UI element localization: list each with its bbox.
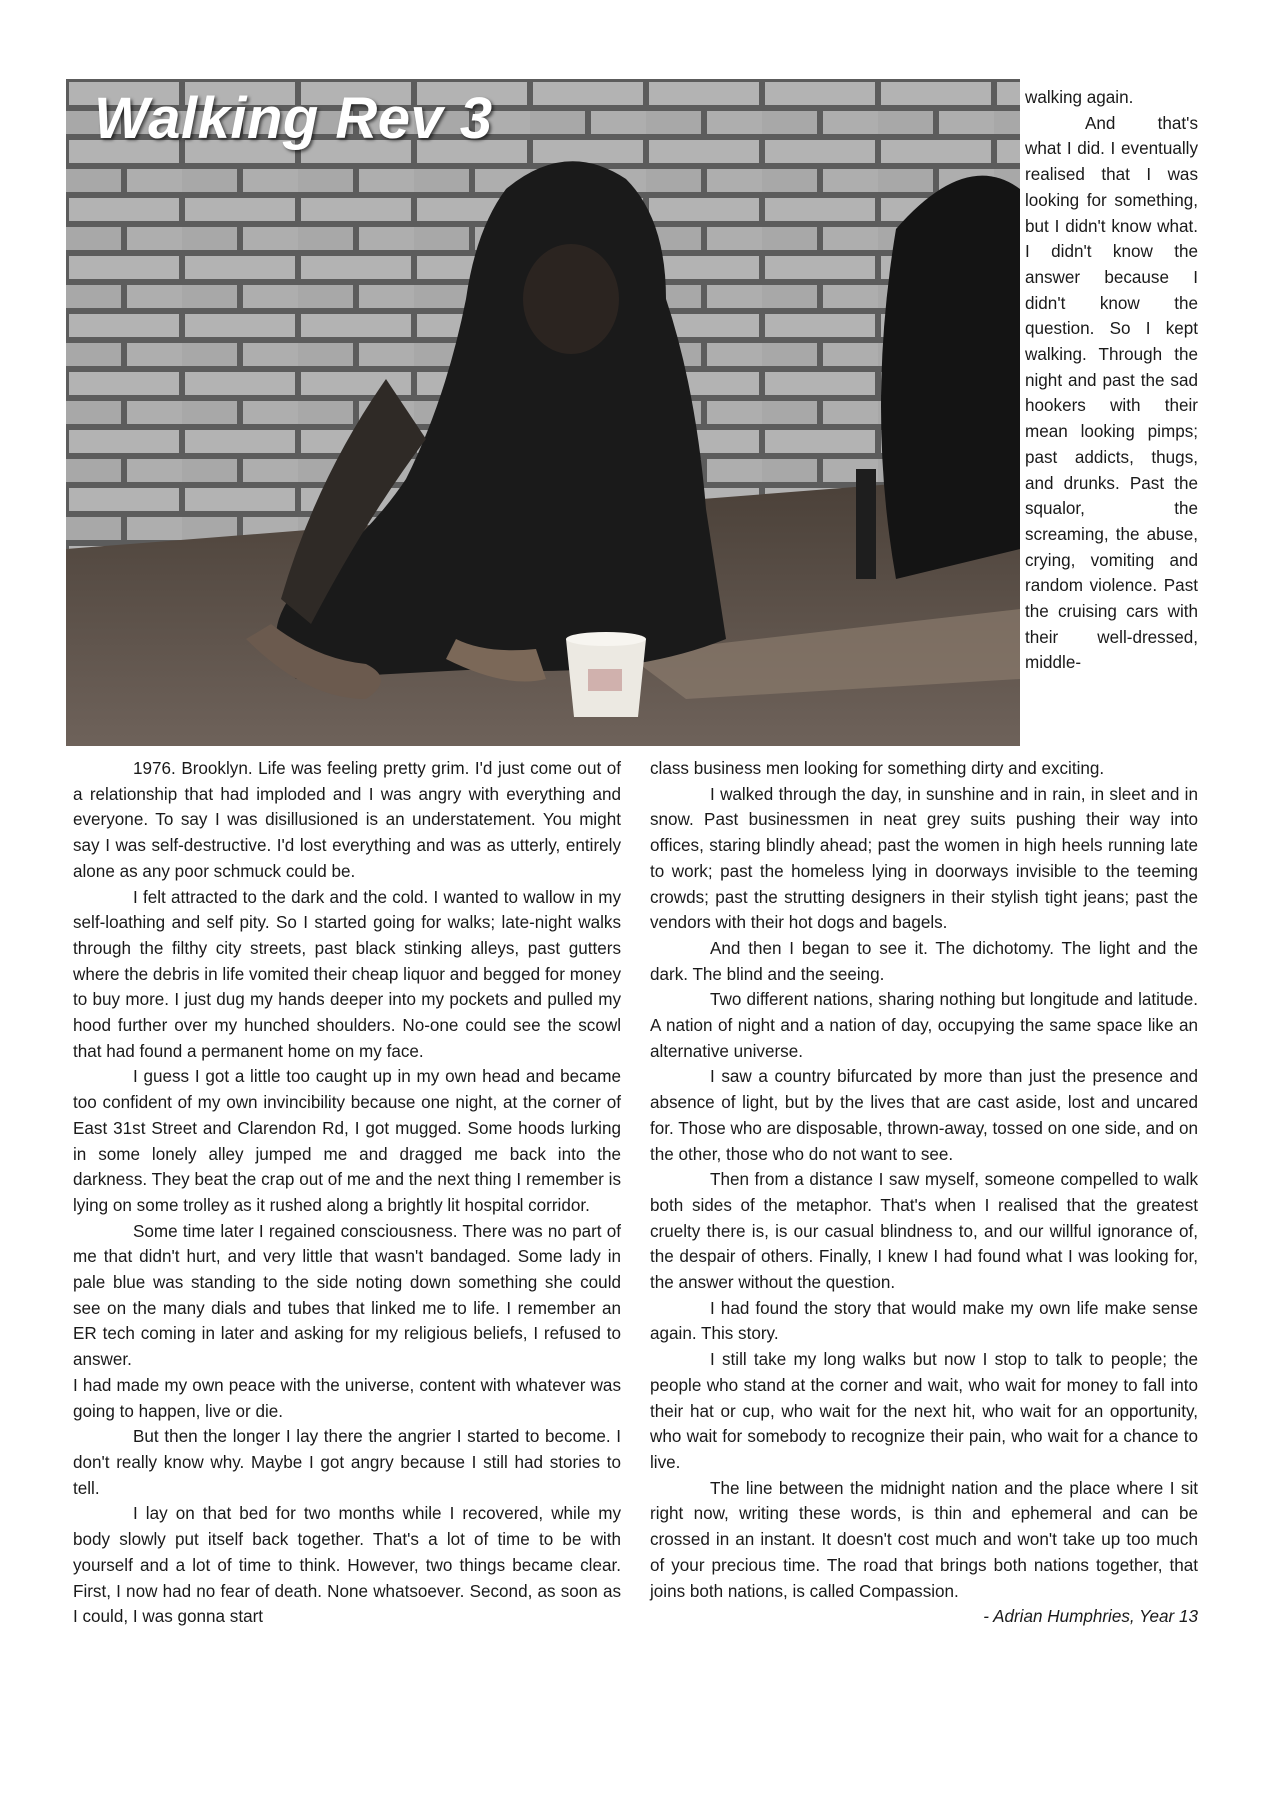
right-column: [650, 756, 1198, 1630]
paragraph: And then I began to see it. The dichotomy. The light and the dark. The blind and the seeing.: [650, 938, 1198, 984]
paragraph: I had made my own peace with the universe, content with whatever was going to happen, live or die.: [73, 1375, 621, 1421]
left-column: [73, 756, 621, 1630]
paragraph: The line between the midnight nation and the place where I sit right now, writing these words, is thin and ephemeral and can be crossed in an instant. It doesn't cost much and won't take up too much of your precious time. The road that brings both nations together, that joins both nations, is called Compassion.: [650, 1478, 1198, 1601]
paragraph: I walked through the day, in sunshine and in rain, in sleet and in snow. Past businessmen in neat grey suits pushing their way into offices, staring blindly ahead; past the women in high heels running late to work; past the homeless lying in doorways invisible to the teeming crowds; past the strutting designers in their stylish tight jeans; past the vendors with their hot dogs and bagels.: [650, 784, 1198, 933]
article-photo: [66, 79, 1020, 746]
paragraph: I had found the story that would make my own life make sense again. This story.: [650, 1298, 1198, 1344]
paragraph: I guess I got a little too caught up in my own head and became too confident of my own invincibility because one night, at the corner of East 31st Street and Clarendon Rd, I got mugged. Some hoods lurking in some lonely alley jumped me and dragged me back into the darkness. They beat the crap out of me and the next thing I remember is lying on some trolley as it rushed along a brightly lit hospital corridor.: [73, 1067, 621, 1215]
author-byline: - Adrian Humphries, Year 13: [983, 1607, 1198, 1627]
sidebar-text: [1025, 85, 1198, 676]
paragraph: I lay on that bed for two months while I recovered, while my body slowly put itself back together. That's a lot of time to be with yourself and a lot of time to think. However, two things became clear. First, I now had no fear of death. None whatsoever. Second, as soon as I could, I was gonna start: [73, 1504, 621, 1627]
paragraph: Some time later I regained consciousness. There was no part of me that didn't hurt, and very little that wasn't bandaged. Some lady in pale blue was standing to the side noting down something she could see on the many dials and tubes that linked me to life. I remember an ER tech coming in later and asking for my religious beliefs, I refused to answer.: [73, 1221, 621, 1370]
paragraph: class business men looking for something dirty and exciting.: [650, 759, 1105, 778]
beggar-photo: [66, 79, 1020, 746]
paragraph: walking again.: [1025, 88, 1134, 107]
paragraph: I felt attracted to the dark and the cold. I wanted to wallow in my self-loathing and self pity. So I started going for walks; late-night walks through the filthy city streets, past black stinking alleys, past gutters where the debris in life vomited their cheap liquor and begged for money to buy more. I just dug my hands deeper into my pockets and pulled my hood further over my hunched shoulders. No-one could see the scowl that had found a permanent home on my face.: [73, 887, 621, 1061]
paragraph: 1976. Brooklyn. Life was feeling pretty grim. I'd just come out of a relationship that had imploded and I was angry with everything and everyone. To say I was disillusioned is an understatement. You might say I was self-destructive. I'd lost everything and was as utterly, entirely alone as any poor schmuck could be.: [73, 759, 621, 881]
paragraph: Two different nations, sharing nothing but longitude and latitude. A nation of night and a nation of day, occupying the same space like an alternative universe.: [650, 990, 1198, 1061]
paragraph: And that's what I did. I eventually realised that I was looking for something, but I didn't know what. I didn't know the answer because I didn't know the question. So I kept walking. Through the night and past the sad hookers with their mean looking pimps; past addicts, thugs, and drunks. Past the squalor, the screaming, the abuse, crying, vomiting and random violence. Past the cruising cars with their well-dressed, middle-: [1025, 113, 1198, 673]
paragraph: But then the longer I lay there the angrier I started to become. I don't really know why. Maybe I got angry because I still had stories to tell.: [73, 1427, 621, 1498]
paragraph: I still take my long walks but now I stop to talk to people; the people who stand at the corner and wait, who wait for money to fall into their hat or cup, who wait for the next hit, who wait for an opportunity, who wait for somebody to recognize their pain, who wait for a chance to live.: [650, 1350, 1198, 1472]
page-title: Walking Rev 3: [94, 86, 493, 151]
paragraph: I saw a country bifurcated by more than just the presence and absence of light, but by the lives that are cast aside, lost and uncared for. Those who are disposable, thrown-away, tossed on one side, and on the other, those who do not want to see.: [650, 1067, 1198, 1164]
paragraph: Then from a distance I saw myself, someone compelled to walk both sides of the metaphor. That's when I realised that the greatest cruelty there is, is our casual blindness to, and our willful ignorance of, the despair of others. Finally, I knew I had found what I was looking for, the answer without the question.: [650, 1170, 1198, 1293]
